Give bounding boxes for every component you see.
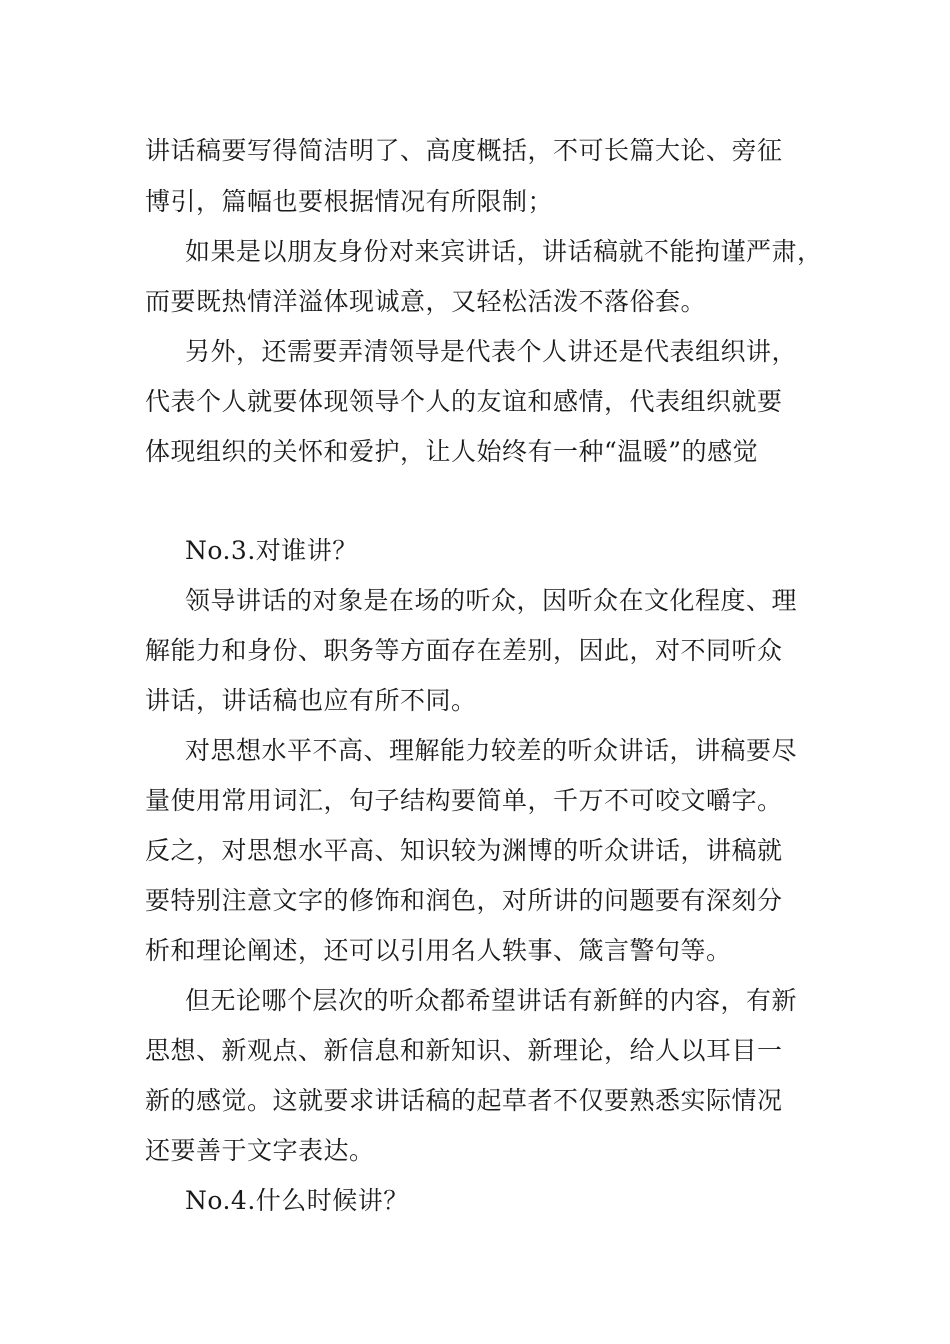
section-heading-no3: No.3.对谁讲？ — [185, 536, 358, 565]
text-line: 新的感觉。这就要求讲话稿的起草者不仅要熟悉实际情况 — [145, 1086, 783, 1115]
text-line: 讲话，讲话稿也应有所不同。 — [145, 686, 477, 715]
paragraph-start-line: 对思想水平不高、理解能力较差的听众讲话，讲稿要尽 — [185, 736, 798, 765]
paragraph-start-line: 另外，还需要弄清领导是代表个人讲还是代表组织讲， — [185, 337, 798, 366]
paragraph-start-line: 但无论哪个层次的听众都希望讲话有新鲜的内容，有新 — [185, 986, 798, 1015]
text-line: 反之，对思想水平高、知识较为渊博的听众讲话，讲稿就 — [145, 836, 783, 865]
text-line: 要特别注意文字的修饰和润色，对所讲的问题要有深刻分 — [145, 886, 783, 915]
text-line: 代表个人就要体现领导个人的友谊和感情，代表组织就要 — [145, 387, 783, 416]
text-line: 析和理论阐述，还可以引用名人轶事、箴言警句等。 — [145, 936, 732, 965]
text-line: 而要既热情洋溢体现诚意，又轻松活泼不落俗套。 — [145, 287, 707, 316]
text-line: 解能力和身份、职务等方面存在差别，因此，对不同听众 — [145, 636, 783, 665]
paragraph-start-line: 领导讲话的对象是在场的听众，因听众在文化程度、理 — [185, 586, 798, 615]
text-line: 体现组织的关怀和爱护，让人始终有一种“温暖”的感觉 — [145, 437, 759, 466]
text-line: 思想、新观点、新信息和新知识、新理论，给人以耳目一 — [145, 1036, 783, 1065]
text-line: 量使用常用词汇，句子结构要简单，千万不可咬文嚼字。 — [145, 786, 783, 815]
paragraph-start-line: 如果是以朋友身份对来宾讲话，讲话稿就不能拘谨严肃， — [185, 237, 823, 266]
text-line: 还要善于文字表达。 — [145, 1136, 375, 1165]
section-heading-no4: No.4.什么时候讲？ — [185, 1186, 409, 1215]
text-line: 讲话稿要写得简洁明了、高度概括，不可长篇大论、旁征 — [145, 136, 783, 165]
text-line: 博引，篇幅也要根据情况有所限制； — [145, 187, 554, 216]
